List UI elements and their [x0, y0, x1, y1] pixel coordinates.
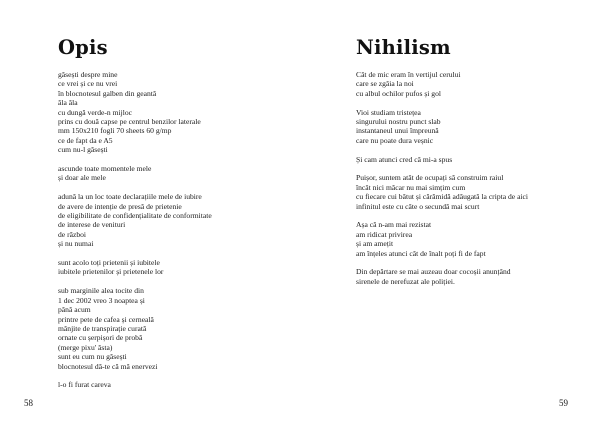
- poem-line: și am amețit: [356, 239, 394, 249]
- poem-line: printre pete de cafea și cerneală: [58, 314, 154, 324]
- stanza: [356, 155, 596, 164]
- poem-line: Așa că n-am mai rezistat: [356, 220, 432, 230]
- poem-line: adună la un loc toate declarațiile mele de iubire: [58, 192, 202, 202]
- poem-line: cu fiecare cui bătut și cărămidă adăugată la cripta de aici: [356, 192, 529, 202]
- poem-line: singurului nostru punct slab: [356, 117, 441, 127]
- poem-title-opis: Opis: [58, 36, 108, 59]
- poem-line: 1 dec 2002 vreo 3 noaptea și: [58, 295, 145, 305]
- stanza: [356, 173, 596, 211]
- poem-line: mm 150x210 fogli 70 sheets 60 g/mp: [58, 126, 172, 136]
- poem-line: sunt acolo toți prietenii și iubitele: [58, 258, 160, 268]
- poem-line: ornate cu șerpișori de probă: [58, 333, 143, 343]
- poem-line: iubitele prietenilor și prietenele lor: [58, 267, 164, 277]
- poem-line: ce de fapt da e A5: [58, 135, 113, 145]
- poem-line: am ridicat privirea: [356, 229, 413, 239]
- poem-line: prins cu două capse pe centrul benzilor laterale: [58, 117, 201, 127]
- stanza: [58, 164, 294, 183]
- poem-body-opis: [58, 70, 294, 399]
- poem-line: Și cam atunci cred că mi-a spus: [356, 154, 453, 164]
- poem-line: ascunde toate momentele mele: [58, 164, 152, 174]
- poem-line: ce vrei și ce nu vrei: [58, 79, 118, 89]
- stanza: [58, 192, 294, 248]
- poem-line: mânjite de transpirație curată: [58, 323, 147, 333]
- poem-line: cu dungă verde-n mijloc: [58, 107, 133, 117]
- page-number-right: 59: [559, 398, 568, 408]
- poem-line: de avere de intenție de presă de prietenie: [58, 201, 182, 211]
- poem-line: Cât de mic eram în vertijul cerului: [356, 70, 461, 79]
- stanza: [58, 286, 294, 371]
- stanza: [58, 70, 294, 155]
- poem-line: care nu poate dura veșnic: [356, 135, 434, 145]
- poem-body-nihilism: [356, 70, 596, 296]
- poem-line: și nu numai: [58, 239, 94, 249]
- stanza: [356, 108, 596, 146]
- poem-line: găsești despre mine: [58, 70, 118, 79]
- poem-line: de eligibilitate de confidențialitate de conformitate: [58, 211, 212, 221]
- poem-line: sirenele de nerefuzat ale poliției.: [356, 276, 455, 286]
- poem-line: l-o fi furat careva: [58, 380, 111, 390]
- poem-line: și doar ale mele: [58, 173, 106, 183]
- poem-line: încât nici măcar nu mai simțim cum: [356, 182, 466, 192]
- poem-line: infinitul este cu câte o secundă mai scurt: [356, 201, 480, 211]
- stanza: [58, 380, 294, 389]
- poem-line: de interese de venituri: [58, 220, 126, 230]
- poem-line: instantaneul unui împreună: [356, 126, 439, 136]
- poem-line: Vioi studiam tristețea: [356, 107, 421, 117]
- stanza: [356, 70, 596, 98]
- poem-line: ăla ăla: [58, 98, 78, 108]
- right-page: [300, 0, 600, 425]
- poem-line: am înțeles atunci cât de înalt poți fi de fapt: [356, 248, 486, 258]
- poem-line: (merge pixu' ăsta): [58, 342, 113, 352]
- page-number-left: 58: [24, 398, 33, 408]
- stanza: [356, 220, 596, 258]
- poem-line: până acum: [58, 305, 91, 315]
- poem-line: în blocnotesul galben din geantă: [58, 88, 157, 98]
- poem-line: blocnotesul dă-te că mă enervezi: [58, 361, 158, 371]
- poem-line: sunt eu cum nu găsești: [58, 352, 127, 362]
- stanza: [356, 267, 596, 286]
- stanza: [58, 258, 294, 277]
- poem-line: cum nu-l găsești: [58, 145, 108, 155]
- poem-title-nihilism: Nihilism: [356, 36, 451, 59]
- poem-line: sub marginile alea tocite din: [58, 286, 144, 296]
- poem-line: Din depărtare se mai auzeau doar cocoșii anunțând: [356, 267, 511, 277]
- poem-line: care se zgâia la noi: [356, 79, 414, 89]
- poem-line: Puișor, suntem atât de ocupați să construim raiul: [356, 173, 504, 183]
- poem-line: de război: [58, 229, 87, 239]
- poem-line: cu albul ochilor pufos și gol: [356, 88, 441, 98]
